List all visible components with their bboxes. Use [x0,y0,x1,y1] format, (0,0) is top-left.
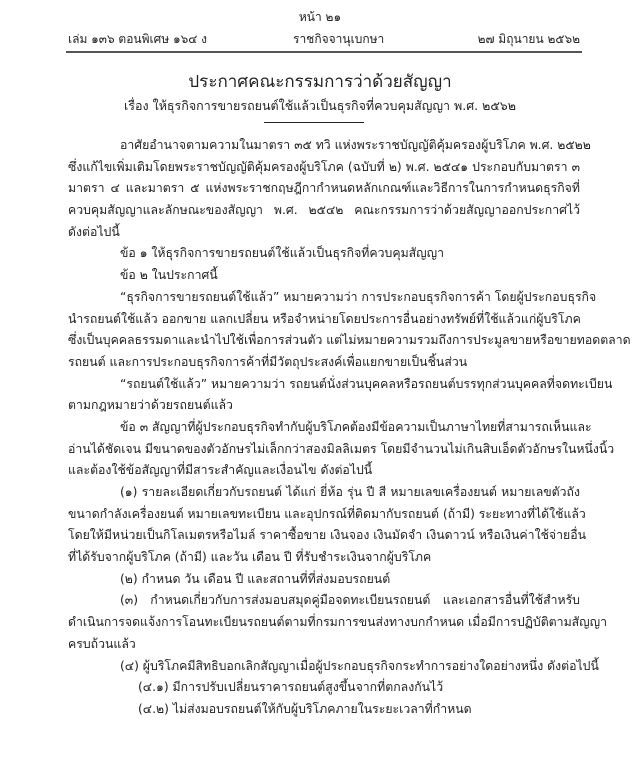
text-line: ขนาดกำลังเครื่องยนต์ หมายเลขทะเบียน และอุปกรณ์ที่ติดมากับรถยนต์ (ถ้ามี) ระยะทางที่ได้ใช้แล้ว [68,506,586,521]
header-rule [66,51,582,53]
item-2: (๒) กำหนด วัน เดือน ปี และสถานที่ที่ส่งมอบรถยนต์ [120,571,391,586]
text-line: “รถยนต์ใช้แล้ว” หมายความว่า รถยนต์นั่งส่วนบุคคลหรือรถยนต์บรรทุกส่วนบุคคลที่จดทะเบียน [120,376,613,391]
page-number: หน้า ๒๑ [298,10,342,24]
text-line: ที่ได้รับจากผู้บริโภค (ถ้ามี) และวัน เดือน ปี ที่รับชำระเงินจากผู้บริโภค [68,550,432,565]
text-line: อาศัยอำนาจตามความในมาตรา ๓๕ ทวิ แห่งพระราชบัญญัติคุ้มครองผู้บริโภค พ.ศ. ๒๕๒๒ [120,138,591,152]
document-body [68,135,631,721]
document-subtitle: เรื่อง ให้ธุรกิจการขายรถยนต์ใช้แล้วเป็นธุรกิจที่ควบคุมสัญญา พ.ศ. ๒๕๖๒ [124,98,516,113]
text-line: โดยให้มีหน่วยเป็นกิโลเมตรหรือไมล์ ราคาซื้อขาย เงินจอง เงินมัดจำ เงินดาวน์ หรือเงินค่าใช้จ่ายอื่น [68,528,587,543]
text-line: ซึ่งแก้ไขเพิ่มเติมโดยพระราชบัญญัติคุ้มครองผู้บริโภค (ฉบับที่ ๒) พ.ศ. ๒๕๔๑ ประกอบกับมาตรา ๓ [68,159,580,174]
document-title: ประกาศคณะกรรมการว่าด้วยสัญญา [188,72,452,92]
title-divider [264,122,364,123]
text-line: มาตรา ๔ และมาตรา ๕ แห่งพระราชกฤษฎีกากำหนดหลักเกณฑ์และวิธีการในการกำหนดธุรกิจที่ [68,181,580,196]
text-line: นำรถยนต์ใช้แล้ว ออกขาย แลกเปลี่ยน หรือจำหน่ายโดยประการอื่นอย่างทรัพย์ที่ใช้แล้วแก่ผู้บริโภค [68,311,581,326]
clause-3: ข้อ ๓ สัญญาที่ผู้ประกอบธุรกิจทำกับผู้บริโภคต้องมีข้อความเป็นภาษาไทยที่สามารถเห็นและ [120,419,592,434]
text-line: และต้องใช้ข้อสัญญาที่มีสาระสำคัญและเงื่อนไข ดังต่อไปนี้ [68,463,373,478]
text-line: ครบถ้วนแล้ว [68,636,136,651]
clause-1: ข้อ ๑ ให้ธุรกิจการขายรถยนต์ใช้แล้วเป็นธุรกิจที่ควบคุมสัญญา [120,246,445,261]
gazette-header [68,30,580,48]
text-line: รถยนต์ และการประกอบธุรกิจการค้าที่มีวัตถุประสงค์เพื่อแยกขายเป็นชิ้นส่วน [68,354,468,369]
item-4-1: (๔.๑) มีการปรับเปลี่ยนราคารถยนต์สูงขึ้นจากที่ตกลงกันไว้ [138,680,444,695]
text-line: ดำเนินการจดแจ้งการโอนทะเบียนรถยนต์ตามที่กรมการขนส่งทางบกกำหนด เมื่อมีการปฏิบัติตามสัญญา [68,615,608,630]
text-line: “ธุรกิจการขายรถยนต์ใช้แล้ว” หมายความว่า การประกอบธุรกิจการค้า โดยผู้ประกอบธุรกิจ [120,289,597,304]
item-1: (๑) รายละเอียดเกี่ยวกับรถยนต์ ได้แก่ ยี่ห้อ รุ่น ปี สี หมายเลขเครื่องยนต์ หมายเลขตัวถัง [120,485,580,499]
clause-2: ข้อ ๒ ในประกาศนี้ [120,268,218,283]
item-4: (๔) ผู้บริโภคมีสิทธิบอกเลิกสัญญาเมื่อผู้ประกอบธุรกิจกระทำการอย่างใดอย่างหนึ่ง ดังต่อไปนี้ [120,658,599,673]
publication-name: ราชกิจจานุเบกษา [293,32,385,46]
text-line: อ่านได้ชัดเจน มีขนาดของตัวอักษรไม่เล็กกว่าสองมิลลิเมตร โดยมีจำนวนไม่เกินสิบเอ็ดตัวอักษรในหนึ่งนิ้ว [68,441,615,456]
item-3: (๓) กำหนดเกี่ยวกับการส่งมอบสมุดคู่มือจดทะเบียนรถยนต์ และเอกสารอื่นที่ใช้สำหรับ [120,593,580,608]
publication-date: ๒๗ มิถุนายน ๒๕๖๒ [477,32,580,46]
text-line: ซึ่งเป็นบุคคลธรรมดาและนำไปใช้เพื่อการส่วนตัว แต่ไม่หมายความรวมถึงการประมูลขายหรือขายทอดตลาด [68,333,631,348]
text-line: ดังต่อไปนี้ [68,224,120,239]
volume-issue: เล่ม ๑๓๖ ตอนพิเศษ ๑๖๔ ง [68,32,207,46]
text-line: ควบคุมสัญญาและลักษณะของสัญญา พ.ศ. ๒๕๔๒ คณะกรรมการว่าด้วยสัญญาออกประกาศไว้ [68,203,580,218]
item-4-2: (๔.๒) ไม่ส่งมอบรถยนต์ให้กับผู้บริโภคภายในระยะเวลาที่กำหนด [138,701,472,716]
text-line: ตามกฎหมายว่าด้วยรถยนต์แล้ว [68,398,233,413]
